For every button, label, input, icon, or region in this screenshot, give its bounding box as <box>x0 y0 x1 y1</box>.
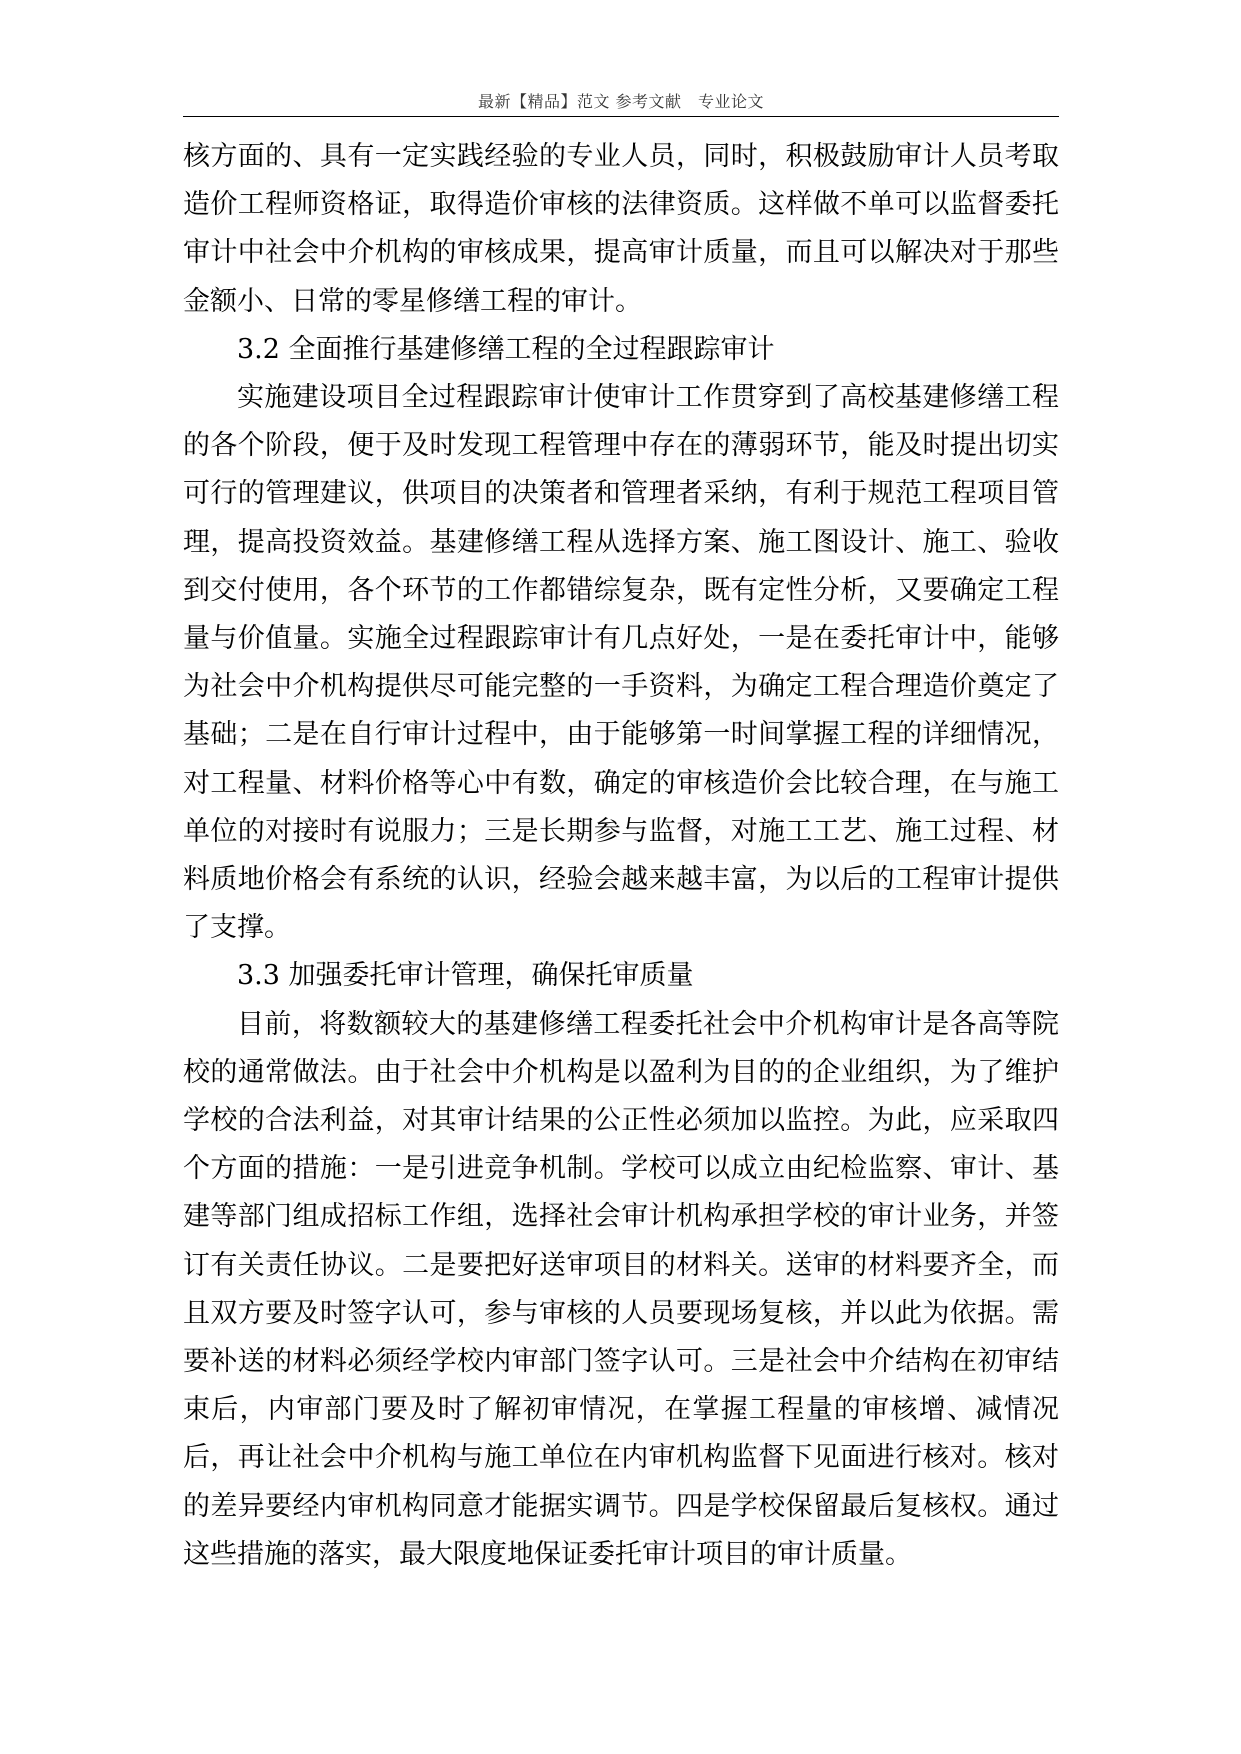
paragraph-entrusted-audit: 目前，将数额较大的基建修缮工程委托社会中介机构审计是各高等院校的通常做法。由于社会中介机构是以盈利为目的的企业组织，为了维护学校的合法利益，对其审计结果的公正性必须加以监控。为此，应采取四个方面的措施：一是引进竞争机制。学校可以成立由纪检监察、审计、基建等部门组成招标工作组，选择社会审计机构承担学校的审计业务，并签订有关责任协议。二是要把好送审项目的材料关。送审的材料要齐全，而且双方要及时签字认可，参与审核的人员要现场复核，并以此为依据。需要补送的材料必须经学校内审部门签字认可。三是社会中介结构在初审结束后，内审部门要及时了解初审情况，在掌握工程量的审核增、减情况后，再让社会中介机构与施工单位在内审机构监督下见面进行核对。核对的差异要经内审机构同意才能据实调节。四是学校保留最后复核权。通过这些措施的落实，最大限度地保证委托审计项目的审计质量。 <box>183 1008 1059 1570</box>
document-body <box>183 133 1059 1579</box>
page-header: 最新【精品】范文 参考文献 专业论文 <box>477 92 765 111</box>
section-heading-3-2: 3.2 全面推行基建修缮工程的全过程跟踪审计 <box>237 333 775 365</box>
header-rule <box>183 116 1059 117</box>
paragraph-continued: 核方面的、具有一定实践经验的专业人员，同时，积极鼓励审计人员考取造价工程师资格证，取得造价审核的法律资质。这样做不单可以监督委托审计中社会中介机构的审核成果，提高审计质量，而且可以解决对于那些金额小、日常的零星修缮工程的审计。 <box>183 141 1059 317</box>
paragraph-tracking-audit: 实施建设项目全过程跟踪审计使审计工作贯穿到了高校基建修缮工程的各个阶段，便于及时发现工程管理中存在的薄弱环节，能及时提出切实可行的管理建议，供项目的决策者和管理者采纳，有利于规范工程项目管理，提高投资效益。基建修缮工程从选择方案、施工图设计、施工、验收到交付使用，各个环节的工作都错综复杂，既有定性分析，又要确定工程量与价值量。实施全过程跟踪审计有几点好处，一是在委托审计中，能够为社会中介机构提供尽可能完整的一手资料，为确定工程合理造价奠定了基础；二是在自行审计过程中，由于能够第一时间掌握工程的详细情况，对工程量、材料价格等心中有数，确定的审核造价会比较合理，在与施工单位的对接时有说服力；三是长期参与监督，对施工工艺、施工过程、材料质地价格会有系统的认识，经验会越来越丰富，为以后的工程审计提供了支撑。 <box>183 382 1059 944</box>
section-heading-3-3: 3.3 加强委托审计管理，确保托审质量 <box>237 960 694 992</box>
